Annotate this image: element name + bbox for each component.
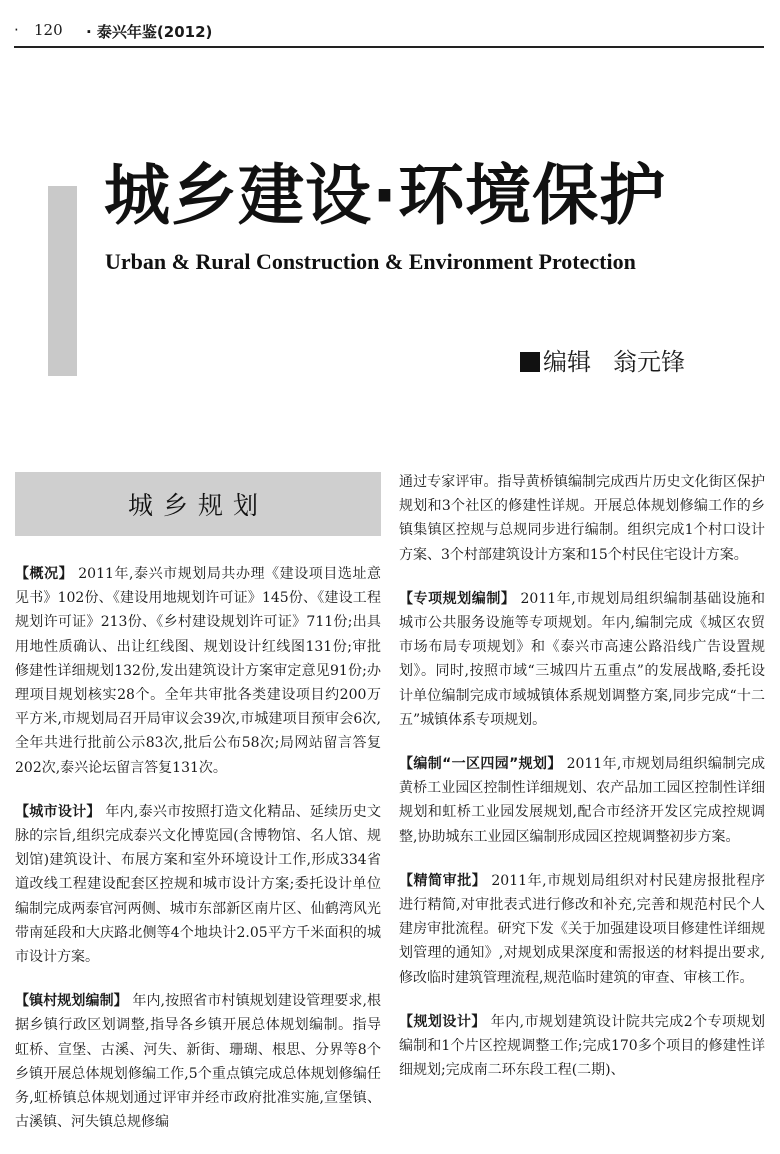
paragraph-text: 年内,市规划建筑设计院共完成2个专项规划编制和1个片区控规调整工作;完成170多个项目的修建性详细规划;完成南二环东段工程(二期)、 (399, 1013, 765, 1079)
paragraph-text: 2011年,泰兴市规划局共办理《建设项目选址意见书》102份、《建设用地规划许可证》145份、《建设工程规划许可证》213份、《乡村建设规划许可证》711份;出具用地性质确认、出让红线图、规划设计红线图131份;审批修建性详细规划132份,发出建筑设计方案审定意见91份;办理项目规划核实28个。全年共审批各类建设项目约200万平方米,市规划局召开局审议会39次,市城建项目预审会6次,全年共进行批前公示83次,批后公布58次;局网站留言答复202次,泰兴论坛留言答复131次。 (15, 566, 382, 776)
paragraph-town-village-planning (15, 989, 381, 1134)
paragraph-heading: 【专项规划编制】 (399, 590, 516, 607)
editor-label: 编辑 (543, 348, 591, 376)
editor-name: 翁元锋 (613, 348, 685, 376)
paragraph-text: 年内,泰兴市按照打造文化精品、延续历史文脉的宗旨,组织完成泰兴文化博览园(含博物馆、名人馆、规划馆)建筑设计、布展方案和室外环境设计工作,形成334省道改线工程建设配套区控规和城市设计方案;委托设计单位编制完成两泰官河两侧、城市东部新区南片区、仙鹤湾风光带南延段和大庆路北侧等4个地块计2.05平方千米面积的城市设计方案。 (15, 803, 381, 966)
paragraph-heading: 【精简审批】 (399, 872, 487, 889)
paragraph-special-planning (399, 587, 765, 732)
black-square-icon (520, 352, 540, 372)
header-bullet: · (14, 21, 19, 39)
paragraph-text: 2011年,市规划局组织对村民建房报批程序进行精简,对审批表式进行修改和补充,完善和规范村民个人建房审批流程。研究下发《关于加强建设项目修建性详细规划管理的通知》,对规划成果深度和需报送的材料提出要求,修改临时建筑管理流程,规范临时建筑的审查、审核工作。 (399, 872, 766, 986)
right-column (399, 470, 765, 1102)
paragraph-heading: 【规划设计】 (399, 1013, 486, 1030)
page-number: 120 (34, 21, 63, 39)
paragraph-text: 年内,按照省市村镇规划建设管理要求,根据乡镇行政区划调整,指导各乡镇开展总体规划编制。指导虹桥、宣堡、古溪、河失、新街、珊瑚、根思、分界等8个乡镇开展总体规划修编工作,5个重点镇完成总体规划修编任务,虹桥镇总体规划通过评审并经市政府批准实施,宣堡镇、古溪镇、河失镇总规修编 (15, 993, 382, 1131)
paragraph-continued (399, 470, 765, 567)
paragraph-one-district-four-parks (399, 752, 765, 849)
decorative-side-bar (48, 186, 77, 376)
left-column (15, 562, 381, 1154)
paragraph-text: 2011年,市规划局组织编制完成黄桥工业园区控制性详细规划、农产品加工园区控制性详细规划和虹桥工业园发展规划,配合市经济开发区完成控规调整,协助城东工业园区编制形成园区控规调整初步方案。 (399, 756, 766, 845)
section-title: 城乡规划 (127, 491, 268, 520)
paragraph-heading: 【镇村规划编制】 (15, 993, 128, 1010)
book-title: · 泰兴年鉴(2012) (86, 23, 213, 41)
paragraph-planning-design (399, 1010, 765, 1083)
paragraph-text: 2011年,市规划局组织编制基础设施和城市公共服务设施等专项规划。年内,编制完成《城区农贸市场布局专项规划》和《泰兴市高速公路沿线广告设置规划》。同时,按照市域“三城四片五重点”的发展战略,委托设计单位编制完成市域城镇体系规划调整方案,同步完成“十二五”城镇体系专项规划。 (399, 590, 766, 728)
running-header (14, 20, 764, 48)
paragraph-text: 通过专家评审。指导黄桥镇编制完成西片历史文化街区保护规划和3个社区的修建性详规。开展总体规划修编工作的乡镇集镇区控规与总规同步进行编制。组织完成1个村口设计方案、3个村部建筑设计方案和15个村民住宅设计方案。 (399, 474, 765, 563)
paragraph-streamlined-approval (399, 869, 765, 990)
paragraph-heading: 【编制“一区四园”规划】 (399, 756, 562, 773)
paragraph-urban-design (15, 800, 381, 969)
chapter-title-chinese: 城乡建设·环境保护 (104, 157, 667, 234)
chapter-title-english: Urban & Rural Construction & Environment Protection (105, 249, 636, 274)
paragraph-heading: 【概况】 (15, 566, 74, 582)
section-heading-box (15, 472, 381, 536)
paragraph-overview (15, 562, 381, 780)
editor-credit (520, 342, 770, 382)
paragraph-heading: 【城市设计】 (15, 803, 101, 820)
